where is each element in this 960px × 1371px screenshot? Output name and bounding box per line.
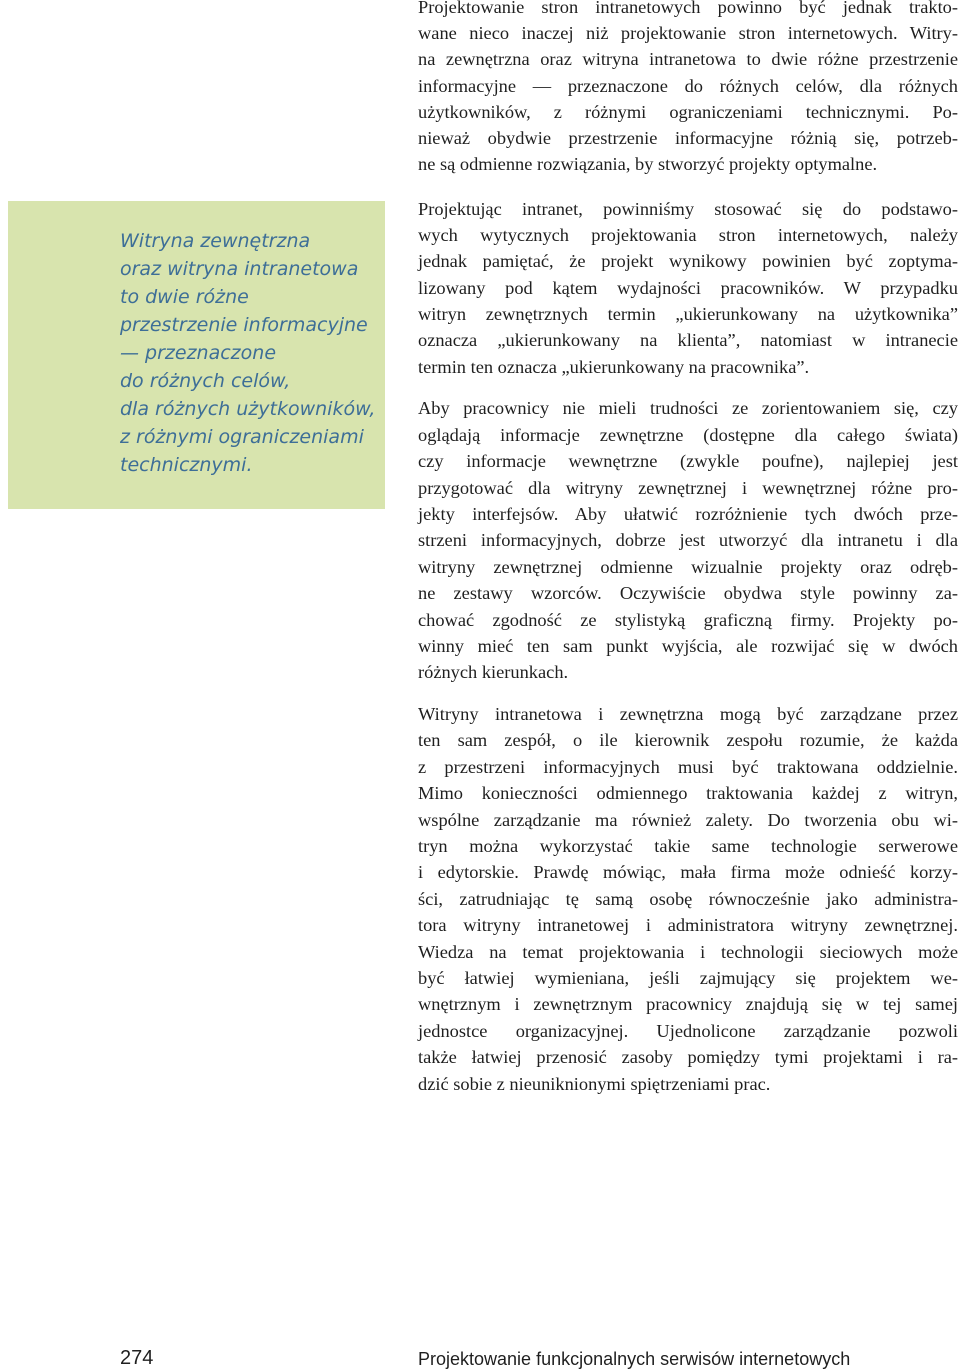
text-line: wane nieco inaczej niż projektowanie stron internetowych. Witry- — [418, 23, 958, 43]
text-line: użytkowników, z różnymi ograniczeniami technicznymi. Po- — [418, 102, 958, 122]
text-line: witryny zewnętrznej odmienne wizualnie projekty oraz odręb- — [418, 557, 958, 577]
pull-quote-line: Witryna zewnętrzna — [120, 230, 311, 252]
text-line: wych wytycznych projektowania stron internetowych, należy — [418, 225, 958, 245]
text-line: winny mieć ten sam punkt wyjścia, ale rozwijać się w dwóch — [418, 636, 958, 656]
text-line: Witryny intranetowa i zewnętrzna mogą być zarządzane przez — [418, 704, 958, 724]
text-line: z przestrzeni informacyjnych musi być traktowana oddzielnie. — [418, 757, 958, 777]
text-line: strzeni informacyjnych, dobrze jest utworzyć dla intranetu i dla — [418, 530, 958, 550]
text-line: Projektowanie stron intranetowych powinno być jednak trakto- — [418, 0, 958, 17]
text-line: witryn zewnętrznych termin „ukierunkowany na użytkownika” — [418, 304, 958, 324]
text-line: termin ten oznacza „ukierunkowany na pracownika”. — [418, 357, 810, 377]
text-line: tryn można wykorzystać takie same technologie serwerowe — [418, 836, 958, 856]
text-line: tora witryny intranetowej i administratora witryny zewnętrznej. — [418, 915, 958, 935]
page-number: 274 — [120, 1347, 154, 1369]
text-line: ne są odmienne rozwiązania, by stworzyć projekty optymalne. — [418, 154, 878, 174]
text-line: lizowany pod kątem wydajności pracowników. W przypadku — [418, 278, 958, 298]
pull-quote-line: technicznymi. — [120, 454, 253, 476]
text-line: Aby pracownicy nie mieli trudności ze zorientowaniem się, czy — [418, 398, 958, 418]
text-line: nieważ obydwie przestrzenie informacyjne różnią się, potrzeb- — [418, 128, 958, 148]
text-line: przygotować dla witryny zewnętrznej i wewnętrznej różne pro- — [418, 478, 958, 498]
text-line: ne zestawy wzorców. Oczywiście obydwa style powinny za- — [418, 583, 958, 603]
text-line: różnych kierunkach. — [418, 662, 569, 682]
text-line: czy informacje wewnętrzne (zwykle poufne), najlepiej jest — [418, 451, 958, 471]
pull-quote-line: do różnych celów, — [120, 370, 291, 392]
text-line: na zewnętrzna oraz witryna intranetowa to dwie różne przestrzenie — [418, 49, 958, 69]
pull-quote-line: dla różnych użytkowników, — [120, 398, 376, 420]
text-line: także łatwiej przenosić zasoby pomiędzy tymi projektami i ra- — [418, 1047, 958, 1067]
text-line: dzić sobie z nieuniknionymi spiętrzeniami prac. — [418, 1074, 771, 1094]
pull-quote-box — [8, 201, 385, 509]
running-footer-title: Projektowanie funkcjonalnych serwisów internetowych — [418, 1349, 851, 1369]
pull-quote-line: to dwie różne — [120, 286, 249, 308]
text-line: i edytorskie. Prawdę mówiąc, mała firma może odnieść korzy- — [418, 862, 958, 882]
text-line: chować zgodność ze stylistyką graficzną firmy. Projekty po- — [418, 610, 958, 630]
text-line: ten sam zespół, o ile kierownik zespołu rozumie, że każda — [418, 730, 958, 750]
text-line: Mimo konieczności odmiennego traktowania każdej z witryn, — [418, 783, 958, 803]
text-line: informacyjne — przeznaczone do różnych celów, dla różnych — [418, 76, 958, 96]
text-line: jekty interfejsów. Aby ułatwić rozróżnienie tych dwóch prze- — [418, 504, 958, 524]
text-line: wspólne zarządzanie ma również zalety. Do tworzenia obu wi- — [418, 810, 958, 830]
pull-quote-line: — przeznaczone — [120, 342, 277, 364]
pull-quote-line: przestrzenie informacyjne — [120, 314, 368, 336]
text-line: oglądają informacje zewnętrzne (dostępne dla całego świata) — [418, 425, 958, 445]
text-line: oznacza „ukierunkowany na klienta”, natomiast w intranecie — [418, 330, 958, 350]
pull-quote-line: z różnymi ograniczeniami — [120, 426, 364, 448]
pull-quote-line: oraz witryna intranetowa — [120, 258, 359, 280]
text-line: jednostce organizacyjnej. Ujednolicone zarządzanie pozwoli — [418, 1021, 958, 1041]
text-line: Wiedza na temat projektowania i technologii sieciowych może — [418, 942, 958, 962]
text-line: wnętrznym i zewnętrznym pracownicy znajdują się w tej samej — [418, 994, 958, 1014]
text-line: ści, zatrudniając tę samą osobę równocześnie jako administra- — [418, 889, 958, 909]
text-line: być łatwiej wymieniana, jeśli zajmujący się projektem we- — [418, 968, 958, 988]
text-line: Projektując intranet, powinniśmy stosować się do podstawo- — [418, 199, 958, 219]
text-line: jednak pamiętać, że projekt wynikowy powinien być zoptyma- — [418, 251, 958, 271]
